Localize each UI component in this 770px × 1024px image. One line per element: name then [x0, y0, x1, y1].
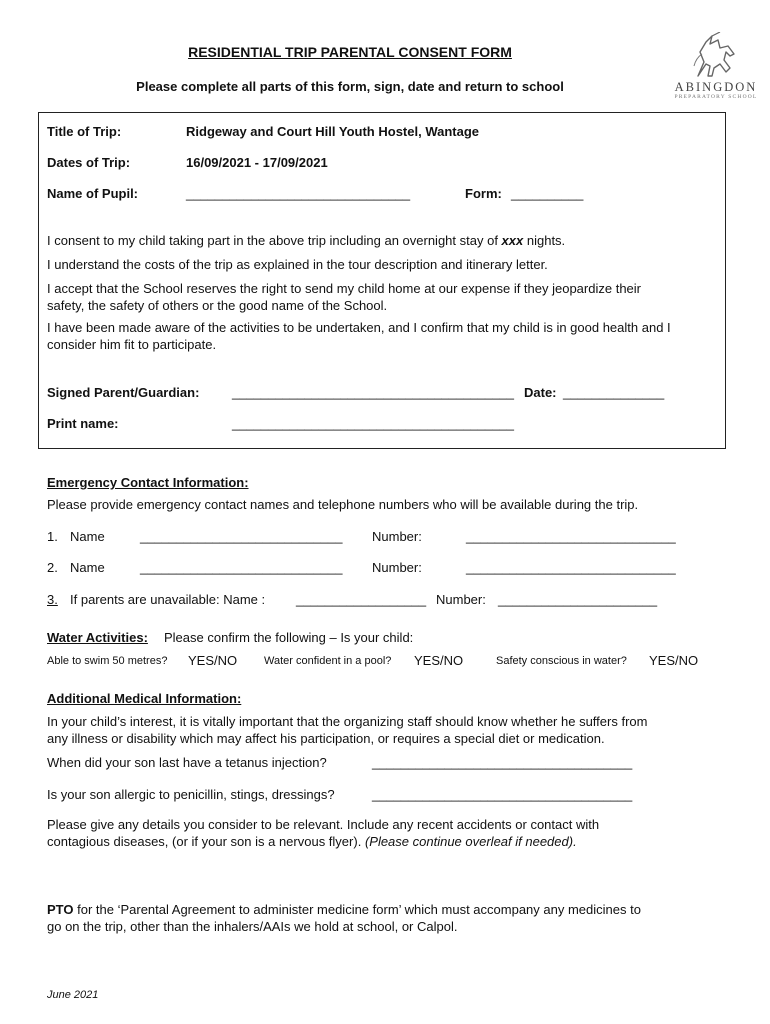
consent-line-1-end: nights. [523, 233, 566, 248]
signed-label: Signed Parent/Guardian: [47, 385, 200, 400]
emergency-3-number-label: 3. [47, 592, 58, 607]
consent-line-4a: I have been made aware of the activities to be undertaken, and I confirm that my child is in good health and I [47, 320, 671, 335]
trip-title-value: Ridgeway and Court Hill Youth Hostel, Wantage [186, 124, 480, 139]
consent-line-2: I understand the costs of the trip as explained in the tour description and itinerary letter. [47, 257, 548, 272]
pupil-name-label: Name of Pupil: [47, 186, 139, 201]
logo-name: ABINGDON [674, 80, 758, 94]
emergency-2-name-field[interactable]: ____________________________ [140, 560, 343, 575]
trip-dates-label: Dates of Trip: [47, 155, 131, 170]
medical-intro-b: any illness or disability which may affect his participation, or requires a special diet or medication. [47, 731, 605, 746]
emergency-1-name-field[interactable]: ____________________________ [140, 529, 343, 544]
allergy-field[interactable]: ____________________________________ [372, 787, 633, 802]
water-q1-answer[interactable]: YES/NO [188, 653, 238, 668]
emergency-3-name-field[interactable]: __________________ [296, 592, 427, 607]
medical-intro-a: In your child’s interest, it is vitally important that the organizing staff should know whether he suffers from [47, 714, 648, 729]
page-subtitle: Please complete all parts of this form, sign, date and return to school [136, 79, 564, 94]
water-q3-answer[interactable]: YES/NO [649, 653, 699, 668]
pupil-name-field[interactable]: _______________________________ [186, 186, 411, 201]
water-q2: Water confident in a pool? [264, 655, 392, 667]
pto-text-b: go on the trip, other than the inhalers/AAIs we hold at school, or Calpol. [47, 919, 458, 934]
consent-line-4b: consider him fit to participate. [47, 337, 217, 352]
water-q1: Able to swim 50 metres? [47, 655, 168, 667]
form-label: Form: [465, 186, 502, 201]
continue-overleaf-note: (Please continue overleaf if needed). [364, 834, 577, 849]
pto-line-a [47, 902, 641, 917]
consent-line-1-text: I consent to my child taking part in the above trip including an overnight stay of [47, 233, 502, 248]
emergency-1-name-label: Name [70, 529, 105, 544]
school-logo [664, 32, 768, 104]
tetanus-field[interactable]: ____________________________________ [372, 755, 633, 770]
footer-date: June 2021 [47, 989, 99, 1001]
consent-line-3b: safety, the safety of others or the good name of the School. [47, 298, 388, 313]
pto-text-a: for the ‘Parental Agreement to administer medicine form’ which must accompany any medicines to [73, 902, 641, 917]
water-q2-answer[interactable]: YES/NO [414, 653, 464, 668]
emergency-3-phone-label: Number: [436, 592, 486, 607]
medical-details-b: contagious diseases, (or if your son is a nervous flyer). [47, 834, 365, 849]
emergency-3-phone-field[interactable]: ______________________ [498, 592, 658, 607]
medical-heading: Additional Medical Information: [47, 691, 242, 706]
emergency-2-name-label: Name [70, 560, 105, 575]
emergency-1-phone-field[interactable]: _____________________________ [466, 529, 676, 544]
emergency-2-phone-field[interactable]: _____________________________ [466, 560, 676, 575]
page-title: RESIDENTIAL TRIP PARENTAL CONSENT FORM [188, 44, 512, 60]
consent-line-1 [47, 233, 565, 248]
print-name-label: Print name: [47, 416, 119, 431]
allergy-question: Is your son allergic to penicillin, stings, dressings? [47, 787, 335, 802]
pto-label: PTO [47, 902, 74, 917]
emergency-heading: Emergency Contact Information: [47, 475, 249, 490]
trip-dates-value: 16/09/2021 - 17/09/2021 [186, 155, 328, 170]
water-intro: Please confirm the following – Is your child: [164, 630, 414, 645]
emergency-1-number-label: 1. [47, 529, 58, 544]
date-label: Date: [524, 385, 557, 400]
form-field[interactable]: __________ [511, 186, 584, 201]
nights-count: xxx [501, 233, 524, 248]
print-name-field[interactable]: _______________________________________ [232, 416, 514, 431]
date-field[interactable]: ______________ [563, 385, 665, 400]
medical-details-line-b [47, 834, 577, 849]
water-q3: Safety conscious in water? [496, 655, 627, 667]
emergency-2-phone-label: Number: [372, 560, 422, 575]
tetanus-question: When did your son last have a tetanus injection? [47, 755, 327, 770]
consent-line-3a: I accept that the School reserves the right to send my child home at our expense if they jeopardize their [47, 281, 641, 296]
medical-details-a: Please give any details you consider to be relevant. Include any recent accidents or contact with [47, 817, 600, 832]
trip-title-label: Title of Trip: [47, 124, 122, 139]
unicorn-icon [690, 32, 740, 80]
water-heading: Water Activities: [47, 630, 148, 645]
emergency-3-label: If parents are unavailable: Name : [70, 592, 266, 607]
logo-subtitle: PREPARATORY SCHOOL [674, 94, 758, 100]
emergency-1-phone-label: Number: [372, 529, 422, 544]
signature-field[interactable]: _______________________________________ [232, 385, 514, 400]
emergency-2-number-label: 2. [47, 560, 58, 575]
emergency-intro: Please provide emergency contact names and telephone numbers who will be available during the trip. [47, 497, 639, 512]
